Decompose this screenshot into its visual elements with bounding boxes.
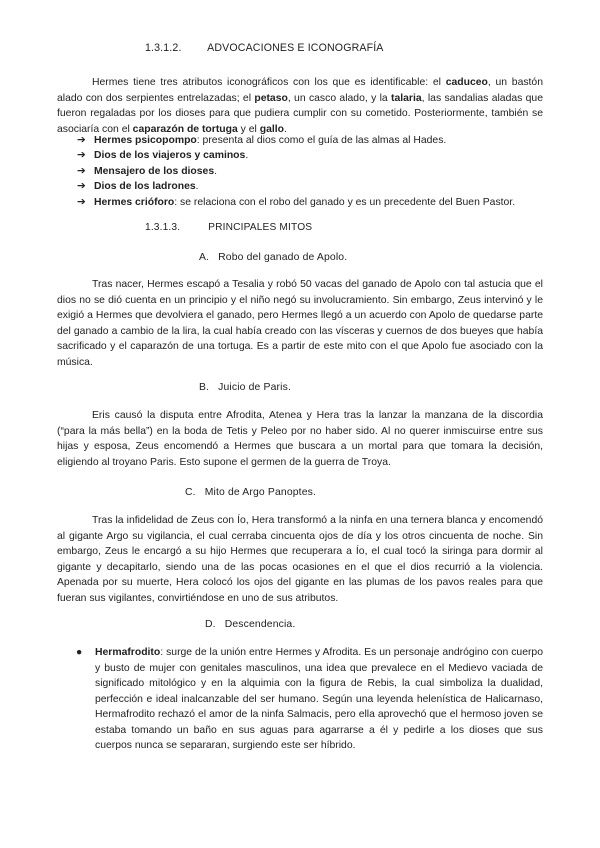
- list-item: ➔ Mensajero de los dioses.: [77, 164, 515, 179]
- arrow-icon: ➔: [77, 196, 86, 208]
- list-item: ➔ Hermes crióforo: se relaciona con el robo del ganado y es un precedente del Buen Pastor.: [77, 195, 515, 210]
- list-item: ➔ Dios de los viajeros y caminos.: [77, 148, 515, 163]
- myth-c-paragraph: Tras la infidelidad de Zeus con Ío, Hera transformó a la ninfa en una ternera blanca y encomendó al gigante Argo su vigilancia, el cual cerraba cincuenta ojos de día y los otros cincuenta de noche. Sin embargo, Zeus le encargó a su hijo Hermes que recuperara a Ío, el cual tocó la siringa para dormir al gigante y decapitarlo, siendo una de las pocas ocasiones en el que el dios recurrió a la violencia. Apenada por su muerte, Hera colocó los ojos del gigante en las plumas de los pavos reales para que fueran sus vigilantes, convirtiéndose en uno de sus atributos.: [57, 515, 543, 604]
- section-title: ADVOCACIONES E ICONOGRAFÍA: [207, 42, 384, 54]
- term-gallo: gallo: [259, 123, 284, 135]
- arrow-icon: ➔: [77, 135, 86, 146]
- list-item: ➔ Hermes psicopompo: presenta al dios como el guía de las almas al Hades.: [77, 133, 515, 148]
- term-talaria: talaria: [391, 92, 422, 104]
- list-item: [77, 645, 543, 754]
- arrow-icon: ➔: [77, 150, 86, 162]
- epithet-list: [77, 133, 515, 210]
- descendant-text: Hermafrodito: surge de la unión entre Hermes y Afrodita. Es un personaje andrógino con cuerpo y busto de mujer con genitales masculinos, una idea que prevalece en el Medievo vaciada de significado mitológico y en la alquimia con la figura de Rebis, la cual simboliza la dualidad, perfección e ideal inalcanzable del ser humano. Según una leyenda helenística de Halicarnaso, Hermafrodito rechazó el amor de la ninfa Salmacis, pero ella aprovechó que el hermoso joven se estaba tomando un baño en sus aguas para agarrarse a él y pedirle a los dioses que sus cuerpos nunca se separaran, surgiendo este ser híbrido.: [95, 647, 543, 751]
- myth-heading-a: A. Robo del ganado de Apolo.: [199, 252, 348, 263]
- term-petaso: petaso: [254, 92, 288, 104]
- section-number: 1.3.1.2.: [145, 42, 182, 54]
- bullet-icon: ●: [76, 647, 83, 658]
- section-title: PRINCIPALES MITOS: [208, 222, 313, 233]
- section-heading-1313: [145, 222, 312, 233]
- myth-heading-b: B. Juicio de Paris.: [199, 382, 291, 393]
- myth-heading-c: C. Mito de Argo Panoptes.: [185, 487, 317, 498]
- list-item: ➔ Dios de los ladrones.: [77, 179, 515, 194]
- section-number: 1.3.1.3.: [145, 222, 181, 233]
- intro-paragraph: Hermes tiene tres atributos iconográficos con los que es identificable: el caduceo, un bastón alado con dos serpientes entrelazadas; el petaso, un casco alado, y la talaria, las sandalias aladas que fueron regaladas por los dioses para que pudiera cumplir con su cometido. Posteriormente, también se asociaría con el caparazón de tortuga y el gallo.: [57, 77, 543, 135]
- myth-a-paragraph: Tras nacer, Hermes escapó a Tesalia y robó 50 vacas del ganado de Apolo con tal astucia que el dios no se dió cuenta en un principio y el niño negó su involucramiento. Sin embargo, Zeus intervinó y le exigió a Hermes que devolviera el ganado, pero Hermes llegó a un acuerdo con Apolo de quedarse parte del ganado a cambio de la lira, la cual había creado con las vísceras y cuernos de dos bueyes que había sacrificado y el caparazón de una tortuga. Es a partir de este mito con el que Apolo fue asociado con la música.: [57, 279, 543, 368]
- section-heading-1312: [145, 42, 384, 54]
- term-caduceo: caduceo: [445, 77, 488, 88]
- myth-b-paragraph: Eris causó la disputa entre Afrodita, Atenea y Hera tras la lanzar la manzana de la discordia (“para la más bella”) en la boda de Tetis y Peleo por no haber sido. Al no querer inmiscuirse entre sus hijas y esposa, Zeus encomendó a Hermes que buscara a un mortal para que tomara la decisión, eligiendo al troyano Paris. Esto supone el germen de la guerra de Troya.: [57, 410, 543, 468]
- term-caparazon: caparazón de tortuga: [132, 123, 238, 135]
- myth-heading-d: D. Descendencia.: [205, 619, 296, 630]
- arrow-icon: ➔: [77, 165, 86, 177]
- arrow-icon: ➔: [77, 181, 86, 193]
